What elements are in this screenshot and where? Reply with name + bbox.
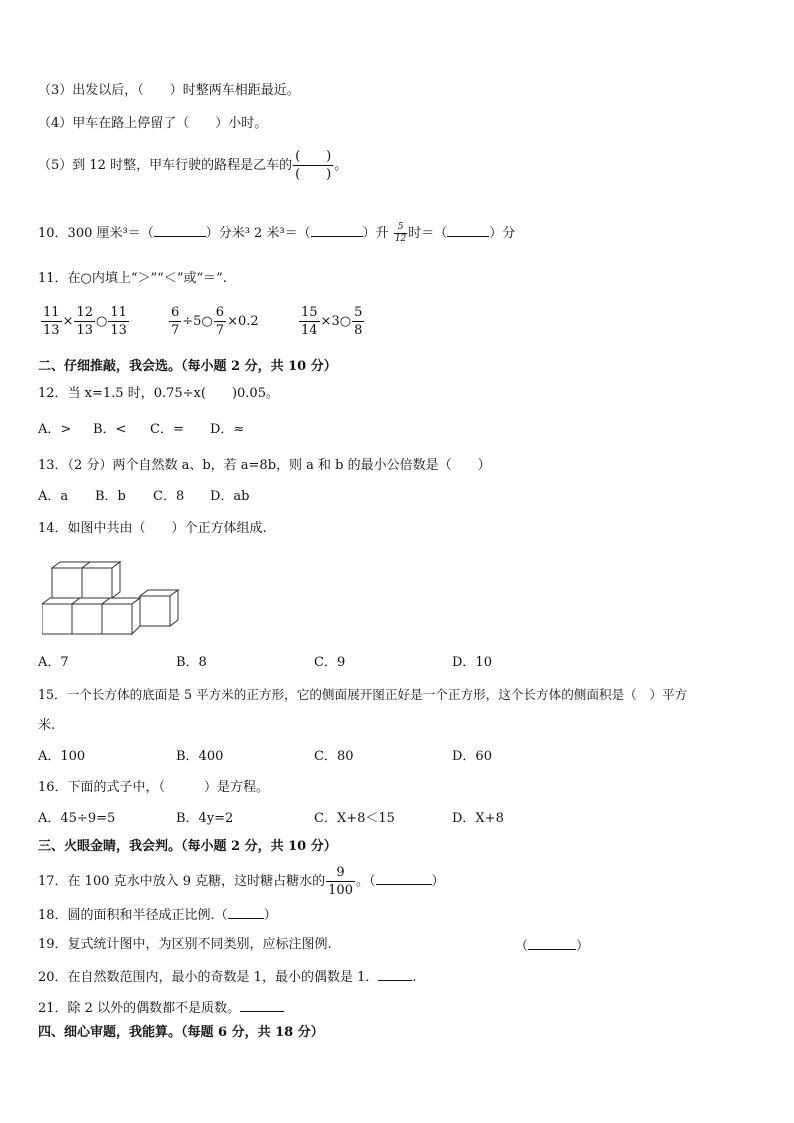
question-10: 10．300 厘米³＝（ ）分米³ 2 米³＝（ ）升 $\frac{5}{12}$ 时＝（ ）分 [38, 222, 516, 244]
q9-item-4: （4）甲车在路上停留了（ ）小时。 [38, 116, 268, 131]
q13-option-c[interactable]: C．8 [153, 489, 185, 504]
fraction: $\frac{9}{100}$ [328, 865, 353, 898]
question-17: 17．在 100 克水中放入 9 克糖，这时糖占糖水的 $\frac{9}{100}$ 。（ ） [38, 865, 445, 898]
q13-option-a[interactable]: A．a [38, 489, 69, 504]
question-18: 18．圆的面积和半径成正比例.（ ） [38, 905, 277, 925]
section-4-title: 四、细心审题，我能算。（每题 6 分，共 18 分） [38, 1025, 324, 1040]
answer-blank[interactable] [154, 223, 206, 237]
question-19: 19．复式统计图中，为区别不同类别，应标注图例. [38, 937, 332, 952]
section-3-title: 三、火眼金睛，我会判。（每小题 2 分，共 10 分） [38, 839, 337, 854]
answer-blank[interactable] [311, 223, 363, 237]
question-12: 12．当 x=1.5 时，0.75÷x( )0.05。 [38, 386, 279, 401]
q15-option-c[interactable]: C．80 [314, 749, 354, 764]
answer-blank[interactable] [447, 223, 489, 237]
q11-expression-2: $\frac{6}{7}$ ÷5○ $\frac{6}{7}$ ×0.2 [171, 305, 259, 338]
q14-option-c[interactable]: C．9 [314, 655, 346, 670]
q12-option-b[interactable]: B．< [93, 422, 127, 437]
question-21: 21．除 2 以外的偶数都不是质数。 [38, 998, 284, 1018]
cube-stack-figure [42, 560, 182, 636]
q15-option-d[interactable]: D．60 [452, 749, 492, 764]
question-16: 16．下面的式子中，（ ）是方程。 [38, 780, 270, 795]
question-20: 20．在自然数范围内，最小的奇数是 1，最小的偶数是 1． . [38, 967, 417, 987]
q16-option-d[interactable]: D．X+8 [452, 811, 504, 826]
q19-answer: （ ） [515, 936, 589, 956]
q16-option-b[interactable]: B．4y=2 [176, 811, 234, 826]
q9-item-5-text: （5）到 12 时整，甲车行驶的路程是乙车的 [38, 158, 293, 173]
section-2-title: 二、仔细推敲，我会选。（每小题 2 分，共 10 分） [38, 359, 337, 374]
q9-item-3: （3）出发以后，（ ）时整两车相距最近。 [38, 83, 300, 98]
q13-option-b[interactable]: B．b [95, 489, 126, 504]
question-11: 11．在○内填上“＞”“＜”或“＝”. [38, 271, 227, 286]
answer-blank[interactable] [240, 998, 284, 1012]
q13-option-d[interactable]: D．ab [210, 489, 250, 504]
q15-option-b[interactable]: B．400 [176, 749, 224, 764]
question-15-line-2: 米. [38, 718, 56, 733]
answer-blank[interactable] [528, 936, 576, 950]
q11-expression-3: $\frac{15}{14}$ ×3○ $\frac{5}{8}$ [301, 305, 363, 338]
q14-option-b[interactable]: B．8 [176, 655, 207, 670]
q14-option-d[interactable]: D．10 [452, 655, 492, 670]
fraction: $\frac{5}{12}$ [394, 222, 407, 244]
fraction-blank[interactable]: $\frac{( )}{( )}$ [295, 149, 332, 182]
q14-option-a[interactable]: A．7 [38, 655, 69, 670]
compare-circle[interactable]: ○ [96, 314, 108, 329]
q12-option-c[interactable]: C．= [150, 422, 184, 437]
q16-option-a[interactable]: A．45÷9=5 [38, 811, 116, 826]
q16-option-c[interactable]: C．X+8＜15 [314, 811, 395, 826]
question-13: 13．（2 分）两个自然数 a、b，若 a=8b，则 a 和 b 的最小公倍数是（ ） [38, 458, 491, 473]
q15-option-a[interactable]: A．100 [38, 749, 86, 764]
answer-blank[interactable] [228, 905, 264, 919]
answer-blank[interactable] [378, 967, 412, 981]
question-15-line-1: 15．一个长方体的底面是 5 平方米的正方形，它的侧面展开图正好是一个正方形，这个长方体的侧面积是（ ）平方 [38, 687, 688, 702]
q11-expression-1: $\frac{11}{13}$ × $\frac{12}{13}$ ○ $\frac{11}{13}$ [43, 305, 127, 338]
q12-option-a[interactable]: A．> [38, 422, 72, 437]
question-14: 14．如图中共由（ ）个正方体组成. [38, 521, 267, 536]
q12-option-d[interactable]: D．≈ [210, 422, 245, 437]
q9-item-5: （5）到 12 时整，甲车行驶的路程是乙车的 $\frac{( )}{( )}$ 。 [38, 149, 348, 182]
answer-blank[interactable] [376, 871, 432, 885]
